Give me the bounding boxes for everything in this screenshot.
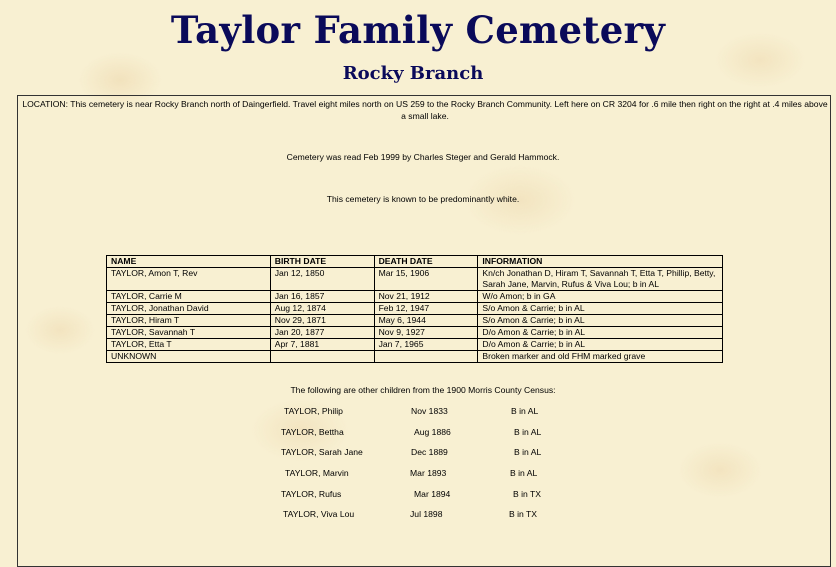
cell-name: TAYLOR, Jonathan David xyxy=(107,303,271,315)
census-name: TAYLOR, Marvin xyxy=(285,468,349,478)
cell-death: Mar 15, 1906 xyxy=(374,268,478,291)
census-date: Mar 1893 xyxy=(410,468,447,478)
cell-name: UNKNOWN xyxy=(107,351,271,363)
cell-info: Kn/ch Jonathan D, Hiram T, Savannah T, Etta T, Phillip, Betty, Sarah Jane, Marvin, Rufus & Viva Lou; b in AL xyxy=(478,268,723,291)
cell-birth: Jan 20, 1877 xyxy=(270,327,374,339)
page-subtitle: Rocky Branch xyxy=(342,63,484,84)
cell-death: Feb 12, 1947 xyxy=(374,303,478,315)
table-row xyxy=(107,315,723,327)
cell-birth: Jan 12, 1850 xyxy=(270,268,374,291)
cell-birth: Jan 16, 1857 xyxy=(270,291,374,303)
cell-name: TAYLOR, Etta T xyxy=(107,339,271,351)
header-birth-date: BIRTH DATE xyxy=(270,256,374,268)
cell-death: May 6, 1944 xyxy=(374,315,478,327)
cell-info: S/o Amon & Carrie; b in AL xyxy=(478,303,723,315)
census-date: Mar 1894 xyxy=(414,489,451,499)
known-info-text: This cemetery is known to be predominantly white. xyxy=(326,194,520,204)
cell-death: Nov 21, 1912 xyxy=(374,291,478,303)
census-name: TAYLOR, Philip xyxy=(284,406,343,416)
census-place: B in TX xyxy=(509,509,538,519)
table-row xyxy=(107,303,723,315)
cell-death: Jan 7, 1965 xyxy=(374,339,478,351)
census-place: B in AL xyxy=(514,427,542,437)
cell-death: Nov 9, 1927 xyxy=(374,327,478,339)
census-date: Nov 1833 xyxy=(411,406,448,416)
census-place: B in AL xyxy=(514,447,542,457)
census-intro: The following are other children from the 1900 Morris County Census: xyxy=(290,385,556,395)
burials-table xyxy=(106,255,723,363)
cell-info: S/o Amon & Carrie; b in AL xyxy=(478,315,723,327)
cell-birth: Apr 7, 1881 xyxy=(270,339,374,351)
cell-info: Broken marker and old FHM marked grave xyxy=(478,351,723,363)
location-text: LOCATION: This cemetery is near Rocky Branch north of Daingerfield. Travel eight miles north on US 259 to the Rocky Branch Community. Left here on CR 3204 for .6 mile then right on the right at .4 miles above a small lake. xyxy=(22,99,828,121)
read-info-text: Cemetery was read Feb 1999 by Charles Steger and Gerald Hammock. xyxy=(286,152,560,162)
census-name: TAYLOR, Rufus xyxy=(281,489,342,499)
census-name: TAYLOR, Viva Lou xyxy=(283,509,355,519)
cell-info: D/o Amon & Carrie; b in AL xyxy=(478,327,723,339)
census-place: B in AL xyxy=(511,406,539,416)
cell-birth: Aug 12, 1874 xyxy=(270,303,374,315)
table-row xyxy=(107,351,723,363)
census-date: Dec 1889 xyxy=(411,447,448,457)
cell-name: TAYLOR, Carrie M xyxy=(107,291,271,303)
census-place: B in TX xyxy=(513,489,542,499)
table-row xyxy=(107,339,723,351)
header-name: NAME xyxy=(107,256,271,268)
cell-birth xyxy=(270,351,374,363)
cell-death xyxy=(374,351,478,363)
table-header-row xyxy=(107,256,723,268)
cell-name: TAYLOR, Savannah T xyxy=(107,327,271,339)
table-row xyxy=(107,268,723,291)
header-death-date: DEATH DATE xyxy=(374,256,478,268)
table-row xyxy=(107,327,723,339)
cell-name: TAYLOR, Amon T, Rev xyxy=(107,268,271,291)
page-title: Taylor Family Cemetery xyxy=(170,8,666,52)
cell-info: W/o Amon; b in GA xyxy=(478,291,723,303)
header-information: INFORMATION xyxy=(478,256,723,268)
cell-name: TAYLOR, Hiram T xyxy=(107,315,271,327)
census-date: Aug 1886 xyxy=(414,427,451,437)
census-name: TAYLOR, Sarah Jane xyxy=(281,447,363,457)
census-date: Jul 1898 xyxy=(410,509,443,519)
cell-info: D/o Amon & Carrie; b in AL xyxy=(478,339,723,351)
table-row xyxy=(107,291,723,303)
census-name: TAYLOR, Bettha xyxy=(281,427,344,437)
cell-birth: Nov 29, 1871 xyxy=(270,315,374,327)
census-place: B in AL xyxy=(510,468,538,478)
